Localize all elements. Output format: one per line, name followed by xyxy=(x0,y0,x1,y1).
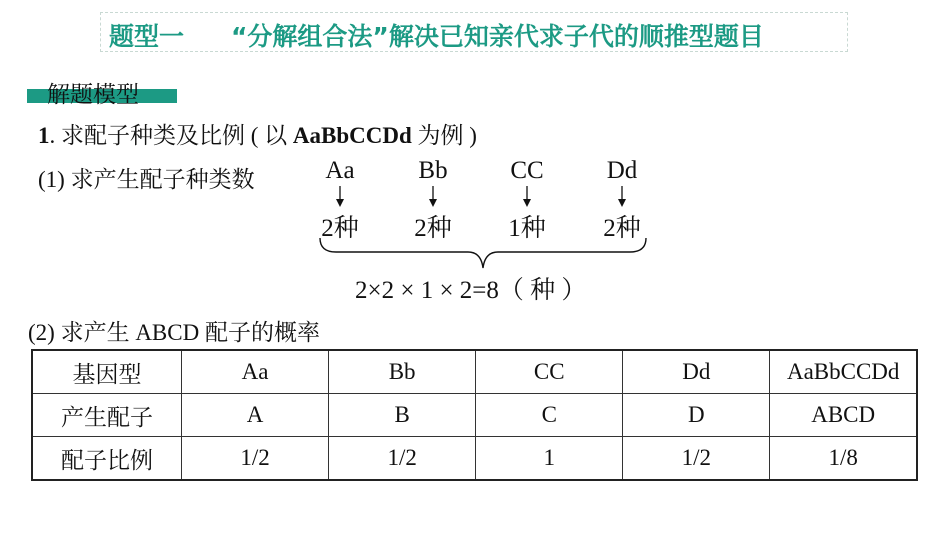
table-row xyxy=(32,350,917,394)
gene-cc: CC xyxy=(510,157,544,184)
table-cell: 1/2 xyxy=(182,437,329,481)
table-cell: Bb xyxy=(329,350,476,394)
table-cell: Dd xyxy=(623,350,770,394)
heading-1-text-a: . 求配子种类及比例 ( 以 xyxy=(49,123,293,148)
title-box xyxy=(100,12,848,52)
count-bb: 2种 xyxy=(414,215,452,242)
title-main: “分解组合法”解决已知亲代求子代的顺推型题目 xyxy=(231,22,764,51)
count-aa: 2种 xyxy=(321,215,359,242)
table-cell: D xyxy=(623,394,770,437)
arrow-down-icon xyxy=(428,186,438,208)
table-cell: C xyxy=(476,394,623,437)
table-cell: 1/2 xyxy=(623,437,770,481)
product-formula: 2×2 × 1 × 2=8（ 种 ） xyxy=(355,277,587,304)
table-cell: A xyxy=(182,394,329,437)
heading-1 xyxy=(38,117,477,150)
table-cell: CC xyxy=(476,350,623,394)
section-tag-label: 解题模型 xyxy=(47,82,139,108)
brace-icon xyxy=(318,236,648,270)
gene-dd: Dd xyxy=(606,157,638,184)
heading-1-num: 1 xyxy=(38,123,50,148)
table-cell: 1 xyxy=(476,437,623,481)
arrow-down-icon xyxy=(522,186,532,208)
heading-3: (2) 求产生 ABCD 配子的概率 xyxy=(28,320,320,345)
heading-2: (1) 求产生配子种类数 xyxy=(38,167,255,192)
heading-1-text-b: 为例 ) xyxy=(411,123,477,148)
arrow-down-icon xyxy=(617,186,627,208)
table-row xyxy=(32,394,917,437)
row-label-ratio: 配子比例 xyxy=(32,437,182,481)
arrow-down-icon xyxy=(335,186,345,208)
table-row xyxy=(32,437,917,481)
table-cell: B xyxy=(329,394,476,437)
row-label-genotype: 基因型 xyxy=(32,350,182,394)
title-prefix: 题型一 xyxy=(109,22,185,51)
section-tag xyxy=(27,79,177,108)
table-cell: 1/8 xyxy=(770,437,917,481)
count-cc: 1种 xyxy=(508,215,546,242)
table-cell: ABCD xyxy=(770,394,917,437)
probability-table xyxy=(31,349,918,481)
table-cell: Aa xyxy=(182,350,329,394)
gene-aa: Aa xyxy=(325,157,355,184)
row-label-gamete: 产生配子 xyxy=(32,394,182,437)
table-cell: AaBbCCDd xyxy=(770,350,917,394)
gene-bb: Bb xyxy=(418,157,448,184)
count-dd: 2种 xyxy=(603,215,641,242)
table-cell: 1/2 xyxy=(329,437,476,481)
heading-1-genotype: AaBbCCDd xyxy=(292,123,412,148)
